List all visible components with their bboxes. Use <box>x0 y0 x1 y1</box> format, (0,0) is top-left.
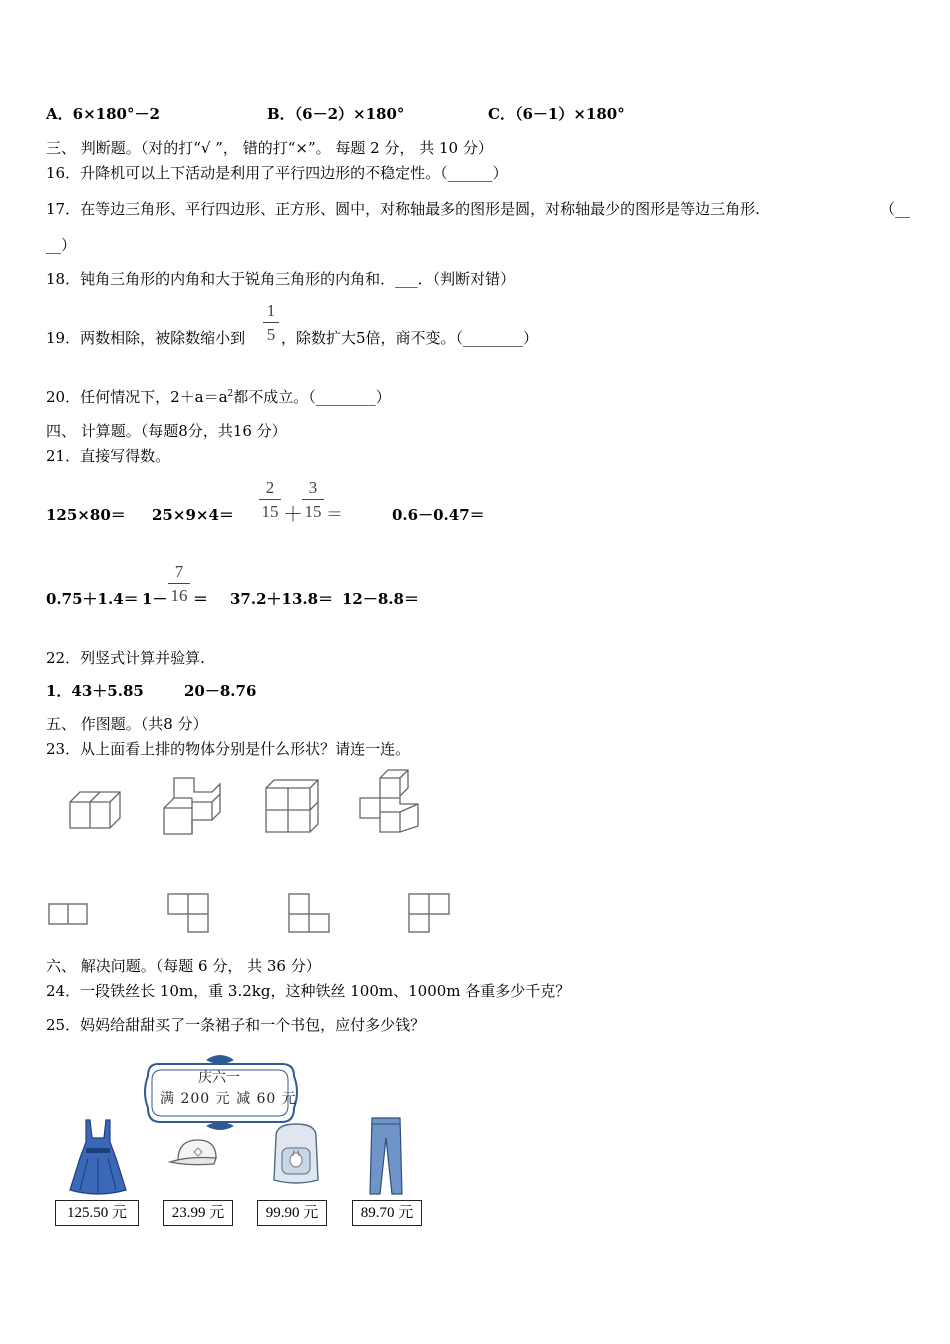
fraction-denominator: 16 <box>170 586 188 605</box>
section-5-heading: 五、 作图题。（共8 分） <box>46 715 208 733</box>
top-view-l-shape-3 <box>407 892 453 936</box>
section-4-heading: 四、 计算题。（每题8分，共16 分） <box>46 422 287 440</box>
question-25: 25．妈妈给甜甜买了一条裙子和一个书包，应付多少钱？ <box>46 1016 426 1034</box>
fraction-numerator: 7 <box>174 562 184 581</box>
dress-icon <box>68 1118 128 1196</box>
question-23-title: 23．从上面看上排的物体分别是什么形状？请连一连。 <box>46 740 411 758</box>
cube-stack-2 <box>162 778 224 836</box>
fraction-2-15 <box>259 478 281 521</box>
equals-sign: ＝ <box>326 505 343 525</box>
fraction-3-15 <box>302 478 324 521</box>
fraction-numerator: 3 <box>308 478 318 497</box>
top-view-l-shape-1 <box>166 892 212 936</box>
fraction-denominator: 5 <box>266 325 276 344</box>
exponent: 2 <box>227 389 234 399</box>
price-tag-backpack: 99.90 元 <box>257 1200 327 1226</box>
expr-37.2-plus-13.8: 37.2＋13.8＝ <box>230 590 334 608</box>
expr-125x80: 125×80＝ <box>46 506 126 524</box>
section-6-heading: 六、 解决问题。（每题 6 分， 共 36 分） <box>46 957 321 975</box>
expr-20-minus-8.76: 20－8.76 <box>184 682 257 700</box>
question-24: 24．一段铁丝长 10m，重 3.2kg，这种铁丝 100m、1000m 各重多少千克？ <box>46 982 571 1000</box>
price-tag-jeans: 89.70 元 <box>352 1200 422 1226</box>
backpack-icon <box>266 1120 326 1188</box>
promo-line-1: 庆六一 <box>198 1070 240 1086</box>
section-3-heading: 三、 判断题。（对的打“√ ”， 错的打“×”。 每题 2 分， 共 10 分） <box>46 139 493 157</box>
cube-stack-1 <box>68 782 124 832</box>
question-21-title: 21．直接写得数。 <box>46 447 171 465</box>
expr-0.6-minus-0.47: 0.6－0.47＝ <box>392 506 485 524</box>
fraction-one-fifth <box>263 301 279 344</box>
fraction-numerator: 2 <box>265 478 275 497</box>
question-22-title: 22．列竖式计算并验算. <box>46 649 205 667</box>
question-19-post: ，除数扩大5倍，商不变。（________） <box>281 329 539 347</box>
cube-stack-3 <box>264 778 322 834</box>
promo-line-2: 满 200 元 减 60 元 <box>160 1091 297 1107</box>
question-20 <box>46 386 391 407</box>
top-view-two-squares <box>48 903 90 927</box>
question-16: 16．升降机可以上下活动是利用了平行四边形的不稳定性。（______） <box>46 164 508 182</box>
question-17: 17．在等边三角形、平行四边形、正方形、圆中，对称轴最多的图形是圆，对称轴最少的图形是等边三角形. <box>46 200 760 218</box>
cube-stack-4 <box>358 770 424 834</box>
top-view-l-shape-2 <box>287 892 333 936</box>
question-19-pre: 19．两数相除，被除数缩小到 <box>46 329 246 347</box>
question-17-paren: （__ <box>880 200 911 218</box>
question-20-post: 都不成立。（________） <box>233 388 391 406</box>
question-17-cont: __） <box>46 236 77 254</box>
expr-0.75-plus-1.4: 0.75＋1.4＝ <box>46 590 139 608</box>
fraction-numerator: 1 <box>266 301 276 320</box>
expr-1-minus: 1－ <box>142 590 168 608</box>
question-18: 18．钝角三角形的内角和大于锐角三角形的内角和．___．（判断对错） <box>46 270 516 288</box>
option-c: C．（6－1）×180° <box>488 105 625 123</box>
fraction-denominator: 15 <box>304 502 322 521</box>
fraction-7-16 <box>168 562 190 605</box>
option-b: B．（6－2）×180° <box>267 105 405 123</box>
jeans-icon <box>366 1116 406 1196</box>
expr-12-minus-8.8: 12－8.8＝ <box>342 590 419 608</box>
price-tag-cap: 23.99 元 <box>163 1200 233 1226</box>
expr-25x9x4: 25×9×4＝ <box>152 506 234 524</box>
price-tag-dress: 125.50 元 <box>55 1200 139 1226</box>
option-a: A．6×180°－2 <box>46 105 160 123</box>
fraction-denominator: 15 <box>261 502 279 521</box>
question-20-pre: 20．任何情况下，2＋a＝a <box>46 388 228 406</box>
plus-sign: ＋ <box>283 502 303 526</box>
expr-equals: ＝ <box>193 590 209 608</box>
cap-icon <box>168 1136 222 1172</box>
expr-43-plus-5.85: 1．43＋5.85 <box>46 682 144 700</box>
